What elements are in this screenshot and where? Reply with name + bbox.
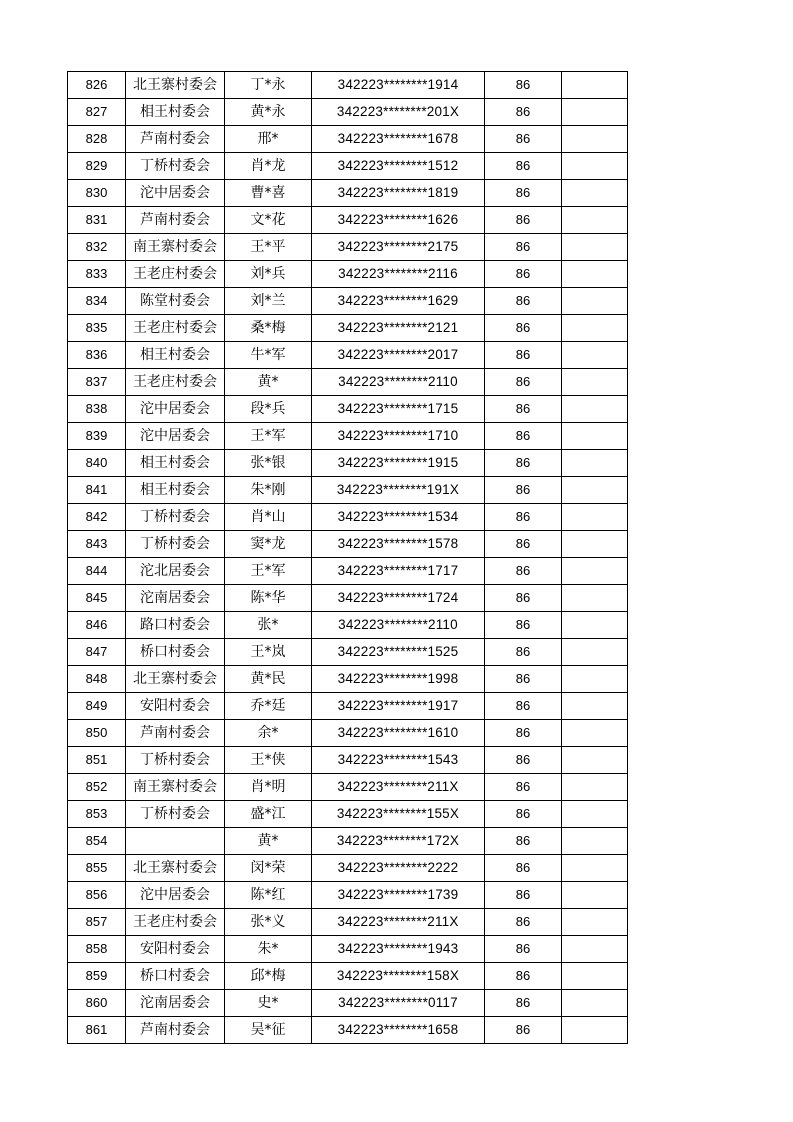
- id-number-cell: 342223********1915: [312, 450, 485, 477]
- remarks-cell: [562, 315, 628, 342]
- score-cell: 86: [485, 369, 562, 396]
- remarks-cell: [562, 936, 628, 963]
- person-name-cell: 牛*军: [225, 342, 312, 369]
- score-cell: 86: [485, 423, 562, 450]
- roster-table: [67, 71, 628, 1044]
- score-cell: 86: [485, 504, 562, 531]
- id-number-cell: 342223********211X: [312, 909, 485, 936]
- person-name-cell: 乔*廷: [225, 693, 312, 720]
- village-committee-cell: 安阳村委会: [126, 693, 225, 720]
- person-name-cell: 肖*山: [225, 504, 312, 531]
- row-number-cell: 831: [68, 207, 126, 234]
- row-number-cell: 842: [68, 504, 126, 531]
- person-name-cell: 陈*红: [225, 882, 312, 909]
- person-name-cell: 文*花: [225, 207, 312, 234]
- remarks-cell: [562, 801, 628, 828]
- id-number-cell: 342223********1917: [312, 693, 485, 720]
- row-number-cell: 835: [68, 315, 126, 342]
- person-name-cell: 邢*: [225, 126, 312, 153]
- score-cell: 86: [485, 450, 562, 477]
- remarks-cell: [562, 423, 628, 450]
- score-cell: 86: [485, 990, 562, 1017]
- remarks-cell: [562, 693, 628, 720]
- row-number-cell: 857: [68, 909, 126, 936]
- id-number-cell: 342223********1610: [312, 720, 485, 747]
- score-cell: 86: [485, 153, 562, 180]
- remarks-cell: [562, 180, 628, 207]
- person-name-cell: 曹*喜: [225, 180, 312, 207]
- row-number-cell: 839: [68, 423, 126, 450]
- row-number-cell: 859: [68, 963, 126, 990]
- person-name-cell: 朱*刚: [225, 477, 312, 504]
- table-row: [68, 477, 628, 504]
- remarks-cell: [562, 774, 628, 801]
- village-committee-cell: 芦南村委会: [126, 207, 225, 234]
- row-number-cell: 844: [68, 558, 126, 585]
- remarks-cell: [562, 207, 628, 234]
- row-number-cell: 850: [68, 720, 126, 747]
- score-cell: 86: [485, 288, 562, 315]
- village-committee-cell: 相王村委会: [126, 99, 225, 126]
- row-number-cell: 861: [68, 1017, 126, 1044]
- remarks-cell: [562, 234, 628, 261]
- remarks-cell: [562, 99, 628, 126]
- id-number-cell: 342223********1943: [312, 936, 485, 963]
- remarks-cell: [562, 558, 628, 585]
- row-number-cell: 843: [68, 531, 126, 558]
- table-row: [68, 639, 628, 666]
- id-number-cell: 342223********1626: [312, 207, 485, 234]
- id-number-cell: 342223********1658: [312, 1017, 485, 1044]
- village-committee-cell: 丁桥村委会: [126, 153, 225, 180]
- person-name-cell: 肖*明: [225, 774, 312, 801]
- person-name-cell: 桑*梅: [225, 315, 312, 342]
- village-committee-cell: 南王寨村委会: [126, 234, 225, 261]
- id-number-cell: 342223********155X: [312, 801, 485, 828]
- person-name-cell: 黄*: [225, 369, 312, 396]
- id-number-cell: 342223********2222: [312, 855, 485, 882]
- table-row: [68, 288, 628, 315]
- village-committee-cell: 北王寨村委会: [126, 855, 225, 882]
- table-row: [68, 72, 628, 99]
- village-committee-cell: 沱中居委会: [126, 423, 225, 450]
- village-committee-cell: 芦南村委会: [126, 1017, 225, 1044]
- id-number-cell: 342223********191X: [312, 477, 485, 504]
- id-number-cell: 342223********1710: [312, 423, 485, 450]
- table-row: [68, 99, 628, 126]
- person-name-cell: 段*兵: [225, 396, 312, 423]
- id-number-cell: 342223********1717: [312, 558, 485, 585]
- id-number-cell: 342223********1724: [312, 585, 485, 612]
- person-name-cell: 黄*: [225, 828, 312, 855]
- table-row: [68, 666, 628, 693]
- person-name-cell: 刘*兵: [225, 261, 312, 288]
- score-cell: 86: [485, 774, 562, 801]
- remarks-cell: [562, 153, 628, 180]
- table-row: [68, 450, 628, 477]
- person-name-cell: 朱*: [225, 936, 312, 963]
- score-cell: 86: [485, 666, 562, 693]
- row-number-cell: 836: [68, 342, 126, 369]
- remarks-cell: [562, 477, 628, 504]
- score-cell: 86: [485, 531, 562, 558]
- id-number-cell: 342223********1914: [312, 72, 485, 99]
- score-cell: 86: [485, 747, 562, 774]
- person-name-cell: 吴*征: [225, 1017, 312, 1044]
- roster-body: [68, 72, 628, 1044]
- id-number-cell: 342223********2110: [312, 612, 485, 639]
- id-number-cell: 342223********1525: [312, 639, 485, 666]
- remarks-cell: [562, 882, 628, 909]
- village-committee-cell: 北王寨村委会: [126, 666, 225, 693]
- row-number-cell: 851: [68, 747, 126, 774]
- village-committee-cell: 丁桥村委会: [126, 801, 225, 828]
- row-number-cell: 858: [68, 936, 126, 963]
- table-row: [68, 153, 628, 180]
- remarks-cell: [562, 666, 628, 693]
- row-number-cell: 855: [68, 855, 126, 882]
- remarks-cell: [562, 288, 628, 315]
- village-committee-cell: [126, 828, 225, 855]
- remarks-cell: [562, 720, 628, 747]
- village-committee-cell: 沱北居委会: [126, 558, 225, 585]
- person-name-cell: 肖*龙: [225, 153, 312, 180]
- row-number-cell: 853: [68, 801, 126, 828]
- row-number-cell: 840: [68, 450, 126, 477]
- id-number-cell: 342223********2116: [312, 261, 485, 288]
- village-committee-cell: 南王寨村委会: [126, 774, 225, 801]
- score-cell: 86: [485, 612, 562, 639]
- village-committee-cell: 桥口村委会: [126, 639, 225, 666]
- score-cell: 86: [485, 234, 562, 261]
- village-committee-cell: 王老庄村委会: [126, 315, 225, 342]
- person-name-cell: 邱*梅: [225, 963, 312, 990]
- table-row: [68, 234, 628, 261]
- table-row: [68, 693, 628, 720]
- person-name-cell: 闵*荣: [225, 855, 312, 882]
- table-row: [68, 963, 628, 990]
- score-cell: 86: [485, 909, 562, 936]
- id-number-cell: 342223********0117: [312, 990, 485, 1017]
- table-row: [68, 747, 628, 774]
- table-row: [68, 531, 628, 558]
- village-committee-cell: 王老庄村委会: [126, 909, 225, 936]
- row-number-cell: 827: [68, 99, 126, 126]
- table-row: [68, 261, 628, 288]
- village-committee-cell: 相王村委会: [126, 477, 225, 504]
- table-row: [68, 369, 628, 396]
- table-row: [68, 315, 628, 342]
- remarks-cell: [562, 828, 628, 855]
- score-cell: 86: [485, 963, 562, 990]
- remarks-cell: [562, 369, 628, 396]
- village-committee-cell: 王老庄村委会: [126, 369, 225, 396]
- row-number-cell: 832: [68, 234, 126, 261]
- remarks-cell: [562, 504, 628, 531]
- village-committee-cell: 相王村委会: [126, 342, 225, 369]
- table-row: [68, 396, 628, 423]
- village-committee-cell: 芦南村委会: [126, 720, 225, 747]
- id-number-cell: 342223********1678: [312, 126, 485, 153]
- table-row: [68, 585, 628, 612]
- id-number-cell: 342223********1543: [312, 747, 485, 774]
- table-row: [68, 180, 628, 207]
- row-number-cell: 860: [68, 990, 126, 1017]
- person-name-cell: 王*军: [225, 558, 312, 585]
- table-row: [68, 909, 628, 936]
- person-name-cell: 王*军: [225, 423, 312, 450]
- score-cell: 86: [485, 639, 562, 666]
- remarks-cell: [562, 909, 628, 936]
- table-row: [68, 126, 628, 153]
- table-row: [68, 612, 628, 639]
- person-name-cell: 王*平: [225, 234, 312, 261]
- id-number-cell: 342223********2121: [312, 315, 485, 342]
- id-number-cell: 342223********1512: [312, 153, 485, 180]
- table-row: [68, 423, 628, 450]
- remarks-cell: [562, 855, 628, 882]
- score-cell: 86: [485, 342, 562, 369]
- person-name-cell: 盛*江: [225, 801, 312, 828]
- remarks-cell: [562, 747, 628, 774]
- remarks-cell: [562, 531, 628, 558]
- person-name-cell: 张*义: [225, 909, 312, 936]
- row-number-cell: 833: [68, 261, 126, 288]
- village-committee-cell: 王老庄村委会: [126, 261, 225, 288]
- score-cell: 86: [485, 72, 562, 99]
- table-row: [68, 504, 628, 531]
- row-number-cell: 834: [68, 288, 126, 315]
- table-row: [68, 882, 628, 909]
- score-cell: 86: [485, 315, 562, 342]
- score-cell: 86: [485, 693, 562, 720]
- remarks-cell: [562, 990, 628, 1017]
- table-row: [68, 936, 628, 963]
- remarks-cell: [562, 612, 628, 639]
- score-cell: 86: [485, 720, 562, 747]
- person-name-cell: 黄*民: [225, 666, 312, 693]
- table-row: [68, 342, 628, 369]
- village-committee-cell: 沱中居委会: [126, 882, 225, 909]
- table-row: [68, 720, 628, 747]
- table-row: [68, 207, 628, 234]
- village-committee-cell: 沱南居委会: [126, 585, 225, 612]
- table-row: [68, 1017, 628, 1044]
- person-name-cell: 丁*永: [225, 72, 312, 99]
- row-number-cell: 849: [68, 693, 126, 720]
- village-committee-cell: 丁桥村委会: [126, 531, 225, 558]
- remarks-cell: [562, 639, 628, 666]
- id-number-cell: 342223********1998: [312, 666, 485, 693]
- village-committee-cell: 丁桥村委会: [126, 747, 225, 774]
- table-row: [68, 801, 628, 828]
- id-number-cell: 342223********1534: [312, 504, 485, 531]
- remarks-cell: [562, 261, 628, 288]
- row-number-cell: 856: [68, 882, 126, 909]
- person-name-cell: 余*: [225, 720, 312, 747]
- remarks-cell: [562, 585, 628, 612]
- score-cell: 86: [485, 558, 562, 585]
- row-number-cell: 841: [68, 477, 126, 504]
- person-name-cell: 王*岚: [225, 639, 312, 666]
- row-number-cell: 838: [68, 396, 126, 423]
- score-cell: 86: [485, 207, 562, 234]
- score-cell: 86: [485, 855, 562, 882]
- id-number-cell: 342223********1739: [312, 882, 485, 909]
- village-committee-cell: 安阳村委会: [126, 936, 225, 963]
- row-number-cell: 837: [68, 369, 126, 396]
- score-cell: 86: [485, 1017, 562, 1044]
- score-cell: 86: [485, 261, 562, 288]
- village-committee-cell: 桥口村委会: [126, 963, 225, 990]
- row-number-cell: 846: [68, 612, 126, 639]
- id-number-cell: 342223********211X: [312, 774, 485, 801]
- person-name-cell: 窦*龙: [225, 531, 312, 558]
- remarks-cell: [562, 1017, 628, 1044]
- village-committee-cell: 沱南居委会: [126, 990, 225, 1017]
- score-cell: 86: [485, 585, 562, 612]
- person-name-cell: 黄*永: [225, 99, 312, 126]
- person-name-cell: 陈*华: [225, 585, 312, 612]
- remarks-cell: [562, 72, 628, 99]
- id-number-cell: 342223********1578: [312, 531, 485, 558]
- remarks-cell: [562, 450, 628, 477]
- row-number-cell: 828: [68, 126, 126, 153]
- village-committee-cell: 沱中居委会: [126, 180, 225, 207]
- row-number-cell: 829: [68, 153, 126, 180]
- village-committee-cell: 路口村委会: [126, 612, 225, 639]
- table-row: [68, 828, 628, 855]
- person-name-cell: 王*侠: [225, 747, 312, 774]
- id-number-cell: 342223********2017: [312, 342, 485, 369]
- row-number-cell: 848: [68, 666, 126, 693]
- row-number-cell: 852: [68, 774, 126, 801]
- remarks-cell: [562, 342, 628, 369]
- id-number-cell: 342223********172X: [312, 828, 485, 855]
- person-name-cell: 张*银: [225, 450, 312, 477]
- score-cell: 86: [485, 477, 562, 504]
- remarks-cell: [562, 963, 628, 990]
- table-row: [68, 990, 628, 1017]
- village-committee-cell: 相王村委会: [126, 450, 225, 477]
- remarks-cell: [562, 396, 628, 423]
- village-committee-cell: 陈堂村委会: [126, 288, 225, 315]
- score-cell: 86: [485, 396, 562, 423]
- row-number-cell: 847: [68, 639, 126, 666]
- village-committee-cell: 丁桥村委会: [126, 504, 225, 531]
- row-number-cell: 854: [68, 828, 126, 855]
- village-committee-cell: 沱中居委会: [126, 396, 225, 423]
- score-cell: 86: [485, 801, 562, 828]
- score-cell: 86: [485, 936, 562, 963]
- village-committee-cell: 芦南村委会: [126, 126, 225, 153]
- row-number-cell: 826: [68, 72, 126, 99]
- score-cell: 86: [485, 180, 562, 207]
- score-cell: 86: [485, 828, 562, 855]
- person-name-cell: 张*: [225, 612, 312, 639]
- id-number-cell: 342223********158X: [312, 963, 485, 990]
- score-cell: 86: [485, 126, 562, 153]
- table-row: [68, 774, 628, 801]
- id-number-cell: 342223********2110: [312, 369, 485, 396]
- id-number-cell: 342223********1715: [312, 396, 485, 423]
- table-row: [68, 855, 628, 882]
- table-row: [68, 558, 628, 585]
- id-number-cell: 342223********2175: [312, 234, 485, 261]
- remarks-cell: [562, 126, 628, 153]
- score-cell: 86: [485, 882, 562, 909]
- id-number-cell: 342223********1819: [312, 180, 485, 207]
- person-name-cell: 史*: [225, 990, 312, 1017]
- id-number-cell: 342223********1629: [312, 288, 485, 315]
- village-committee-cell: 北王寨村委会: [126, 72, 225, 99]
- id-number-cell: 342223********201X: [312, 99, 485, 126]
- row-number-cell: 845: [68, 585, 126, 612]
- row-number-cell: 830: [68, 180, 126, 207]
- person-name-cell: 刘*兰: [225, 288, 312, 315]
- score-cell: 86: [485, 99, 562, 126]
